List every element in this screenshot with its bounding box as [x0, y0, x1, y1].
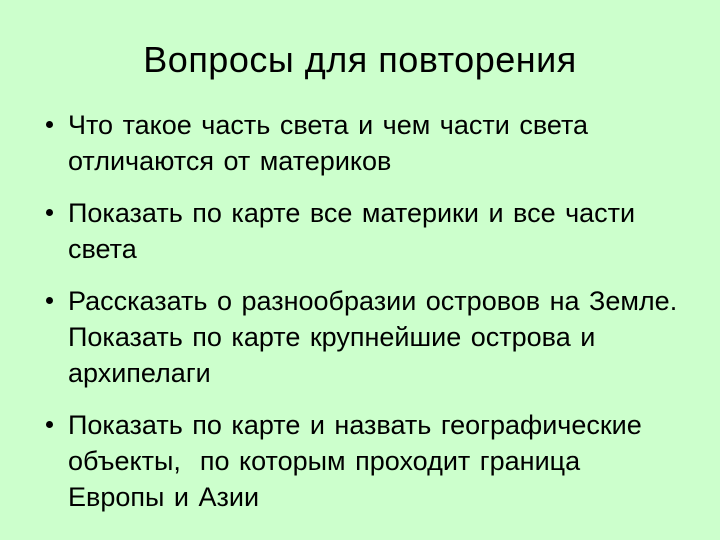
bullet-icon: [46, 297, 53, 304]
bullet-item: [40, 107, 680, 179]
bullet-list: [40, 107, 687, 515]
bullet-text: Показать по карте и назвать географические объекты, по которым проходит граница Европы и Азии: [68, 410, 652, 513]
bullet-icon: [46, 209, 53, 216]
bullet-item: [40, 407, 680, 515]
slide-title: Вопросы для повторения: [143, 39, 577, 80]
bullet-icon: [46, 421, 53, 428]
bullet-item: [40, 283, 687, 391]
bullet-text: Что такое часть света и чем части света отличаются от материков: [68, 110, 598, 177]
bullet-text: Рассказать о разнообразии островов на Земле. Показать по карте крупнейшие острова и архипелаги: [68, 286, 687, 389]
bullet-item: [40, 195, 680, 267]
bullet-text: Показать по карте все материки и все части света: [68, 198, 645, 265]
bullet-icon: [46, 121, 53, 128]
